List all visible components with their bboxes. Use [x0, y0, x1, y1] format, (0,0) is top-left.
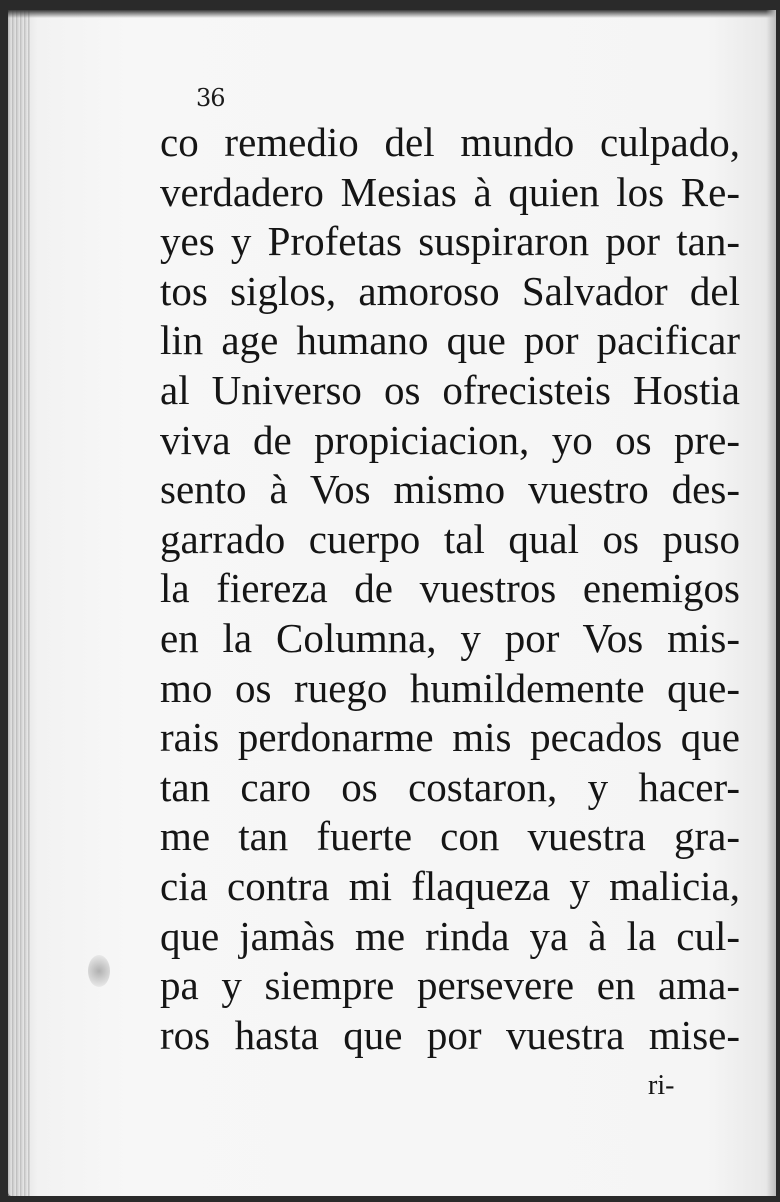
page-right-edge	[766, 10, 776, 1196]
text-line: tan caro os costaron, y hacer-	[160, 763, 740, 810]
text-line: garrado cuerpo tal qual os puso	[160, 515, 740, 562]
catchword: ri-	[648, 1070, 675, 1101]
text-line: en la Columna, y por Vos mis-	[160, 614, 740, 661]
page-number: 36	[196, 84, 225, 112]
text-line: yes y Profetas suspiraron por tan-	[160, 218, 740, 265]
text-line: cia contra mi flaqueza y malicia,	[160, 862, 740, 909]
page-gutter-edge	[8, 10, 30, 1196]
text-line: verdadero Mesias à quien los Re-	[160, 168, 740, 215]
text-line: la fiereza de vuestros enemigos	[160, 565, 740, 612]
text-line: pa y siempre persevere en ama-	[160, 962, 740, 1009]
text-line: que jamàs me rinda ya à la cul-	[160, 912, 740, 959]
text-line: al Universo os ofrecisteis Hostia	[160, 366, 740, 413]
ink-stain	[88, 955, 110, 987]
text-line: me tan fuerte con vuestra gra-	[160, 813, 740, 860]
page-top-shadow	[8, 10, 776, 18]
text-line: rais perdonarme mis pecados que	[160, 714, 740, 761]
text-line: mo os ruego humildemente que-	[160, 664, 740, 711]
text-line: ros hasta que por vuestra mise-	[160, 1011, 740, 1058]
text-line: co remedio del mundo culpado,	[160, 119, 740, 165]
text-line: viva de propiciacion, yo os pre-	[160, 416, 740, 463]
text-line: tos siglos, amoroso Salvador del	[160, 267, 740, 314]
text-line: sento à Vos mismo vuestro des-	[160, 466, 740, 513]
body-text	[160, 118, 740, 1060]
text-line: lin age humano que por pacificar	[160, 317, 740, 364]
